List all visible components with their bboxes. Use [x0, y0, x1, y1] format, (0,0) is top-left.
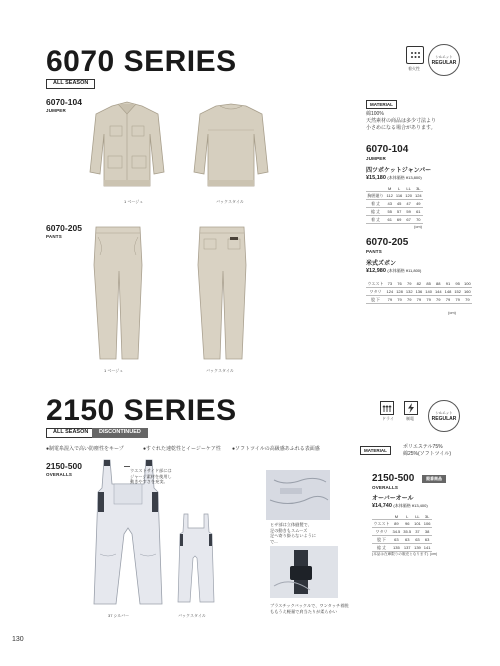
material-text — [403, 444, 483, 458]
table-row — [366, 288, 472, 296]
feature-1: ●制電糸混入で高い防塵性をキープ — [46, 446, 124, 452]
material-line: ポリエステル75% — [403, 444, 443, 450]
table-cell: ウエスト — [373, 520, 390, 526]
table-cell: L — [402, 513, 413, 520]
table-cell: 91 — [443, 280, 453, 288]
table-cell: 100 — [464, 281, 471, 286]
callout-line-text: ヒザ部は立体縫製で、 — [270, 522, 312, 527]
price-value: ¥15,180 — [366, 175, 386, 181]
callout-line-text: ジャージ素材を使用し — [130, 473, 172, 479]
silhouette-badge — [428, 400, 460, 432]
table-cell: 49 — [413, 200, 423, 208]
jumper-name: 四ツポケットジャンパー — [366, 168, 432, 174]
table-cell: 152 — [454, 289, 461, 294]
material-line: 小さめになる場合があります。 — [366, 125, 436, 131]
table-cell: 股 下 — [366, 296, 385, 304]
table-row — [372, 528, 432, 536]
table-cell: 79 — [443, 296, 453, 304]
table-cell: 55 — [385, 208, 394, 216]
callout-waist — [130, 468, 192, 485]
table-row — [366, 216, 423, 224]
table-cell: 45 — [394, 200, 403, 208]
table-cell: 79 — [404, 296, 414, 304]
table-row — [366, 200, 423, 208]
table-cell: 63 — [422, 536, 432, 544]
overalls-unit: (cm) — [430, 552, 438, 556]
table-cell: 106 — [423, 521, 431, 526]
table-cell: 116 — [395, 193, 403, 198]
jumper-back-label: バックスタイル — [216, 199, 244, 204]
lightning-icon — [406, 403, 416, 413]
overalls-price — [372, 503, 428, 509]
jumper-unit: (cm) — [414, 224, 422, 229]
table-cell: 着 丈 — [366, 200, 385, 208]
table-cell: 79 — [404, 280, 414, 288]
jumper-color-label: 1 ベージュ — [124, 199, 144, 204]
table-cell: 47 — [404, 200, 414, 208]
table-cell: 37 — [413, 528, 423, 536]
callout-line-text: ももうえ軽量で肩当たりが柔らかい — [270, 608, 338, 614]
table-cell: 82 — [414, 280, 424, 288]
season-tag: ALL SEASON — [46, 79, 95, 89]
table-cell: 112 — [386, 193, 393, 198]
table-cell: ウエスト — [367, 280, 384, 286]
table-cell: 67 — [404, 216, 414, 224]
table-cell: ワタリ — [366, 288, 385, 296]
care-icon-label: 着火性 — [408, 66, 420, 71]
table-cell: 132 — [405, 289, 413, 294]
table-cell: 79 — [433, 296, 443, 304]
pants-color-label: 1 ベージュ — [104, 368, 124, 373]
jumper-info-code: 6070-104 — [366, 144, 409, 155]
material-heading: MATERIAL — [366, 100, 397, 109]
price-value: ¥14,740 — [372, 503, 392, 509]
overalls-sub: OVERALLS — [46, 472, 73, 477]
material-line: 綿25%(ソフトツイル) — [403, 451, 452, 457]
table-cell: 137 — [402, 544, 413, 552]
table-cell: M — [385, 185, 394, 192]
overalls-back-label: バックスタイル — [178, 613, 206, 618]
table-cell: 79 — [395, 296, 405, 304]
table-cell: 141 — [423, 545, 431, 550]
table-row — [372, 536, 432, 544]
callout-knee — [270, 522, 340, 545]
dots-icon — [410, 51, 421, 60]
table-cell: 3L — [413, 185, 423, 192]
table-cell: 95 — [453, 280, 463, 288]
discontinued-badge: 廃番商品 — [422, 475, 446, 483]
table-cell: 135 — [391, 544, 402, 552]
table-cell: ワタリ — [372, 528, 391, 536]
badge-bottom: REGULAR — [431, 415, 457, 422]
material-line: 綿100% — [366, 111, 384, 117]
season-tag: ALL SEASON — [46, 428, 95, 438]
table-cell: 35.5 — [403, 529, 412, 534]
pants-back-label: バックスタイル — [206, 368, 234, 373]
table-cell: 股 下 — [372, 536, 391, 544]
table-cell: 88 — [433, 280, 443, 288]
table-row — [366, 296, 472, 304]
table-cell: 128 — [396, 289, 403, 294]
table-cell: 101 — [414, 521, 421, 526]
overalls-color-label: 37 シルバー — [108, 613, 130, 618]
table-cell: 70 — [413, 216, 423, 224]
feature-2: ●すぐれた速乾性とイージーケア性 — [143, 446, 221, 452]
dry-icon — [380, 401, 394, 415]
table-cell: 79 — [414, 296, 424, 304]
callout-line-text: 動きやすさを充実。 — [130, 479, 168, 485]
overalls-info-sub: OVERALLS — [372, 485, 399, 490]
series-title-2150: 2150 SERIES — [46, 394, 237, 427]
table-cell: 89 — [391, 520, 402, 528]
badge-top: シルエット — [435, 54, 453, 59]
table-cell: LL — [404, 185, 414, 192]
table-row — [366, 208, 423, 216]
table-cell: 124 — [386, 289, 394, 294]
callout-line-text: プラスチックバックルで、ワンタッチ着脱 — [270, 603, 349, 608]
table-cell: 85 — [424, 280, 434, 288]
table-cell: 59 — [404, 208, 414, 216]
table-cell: L — [394, 185, 403, 192]
table-cell: 胸囲廻り — [367, 192, 384, 198]
table-cell: 73 — [385, 280, 395, 288]
feature-3: ●ソフトツイルの高級感あふれる表面感 — [232, 446, 320, 452]
table-row — [366, 280, 472, 288]
callout-line-text: 足の動きもスムーズ — [270, 527, 308, 533]
table-cell: 38 — [422, 528, 432, 536]
table-cell: 61 — [413, 208, 423, 216]
badge-bottom: REGULAR — [431, 59, 457, 66]
discontinued-tag: DISCONTINUED — [92, 428, 148, 438]
callout-line-text: 足へ寄り掛らないように — [270, 533, 317, 539]
care-icon — [406, 46, 424, 64]
table-cell: 57 — [394, 208, 403, 216]
pants-code: 6070-205 — [46, 223, 82, 233]
badge-top: シルエット — [435, 410, 453, 415]
jumper-size-table — [366, 185, 423, 224]
pants-price — [366, 268, 421, 274]
dry-icon-label: ドライ — [382, 416, 394, 421]
table-cell: 76 — [395, 280, 405, 288]
price-note: (本体価格 ¥13,800) — [387, 175, 422, 180]
silhouette-badge — [428, 44, 460, 76]
table-cell: 61 — [385, 216, 394, 224]
jumper-price — [366, 175, 422, 181]
table-row — [372, 544, 432, 552]
table-cell: 63 — [402, 536, 413, 544]
table-cell: 43 — [385, 200, 394, 208]
material-text — [366, 111, 466, 132]
overalls-note: (本品は在庫限りの販売となります) — [372, 552, 429, 556]
material-line: 天然素材の商品は多少寸法より — [366, 118, 437, 124]
pants-back-image — [196, 225, 248, 363]
page-number: 130 — [12, 636, 24, 643]
table-cell: 160 — [464, 289, 471, 294]
knee-detail-image — [266, 470, 330, 520]
table-cell: 148 — [444, 289, 452, 294]
pants-front-image — [92, 225, 144, 363]
pants-name: 米式ズボン — [366, 261, 397, 267]
buckle-detail-image — [270, 546, 338, 598]
table-cell: 3L — [422, 513, 432, 520]
table-cell: 79 — [385, 296, 395, 304]
table-cell: 総 丈 — [372, 544, 391, 552]
table-cell: 124 — [414, 193, 422, 198]
table-cell: 63 — [413, 536, 423, 544]
table-cell: 63 — [391, 536, 402, 544]
table-cell: 139 — [414, 545, 421, 550]
arrows-up-icon — [382, 404, 392, 413]
antistatic-icon — [404, 401, 418, 415]
table-cell: 着 丈 — [366, 216, 385, 224]
price-value: ¥12,980 — [366, 268, 386, 274]
pants-info-sub: PANTS — [366, 249, 382, 254]
table-cell: 34.5 — [392, 529, 401, 534]
overalls-size-table — [372, 513, 432, 552]
jumper-back-image — [192, 100, 270, 192]
pants-sub: PANTS — [46, 234, 62, 239]
callout-buckle — [270, 603, 356, 614]
table-cell: 総 丈 — [366, 208, 385, 216]
table-cell: LL — [413, 513, 423, 520]
price-note: (本体価格 ¥11,800) — [387, 268, 422, 273]
jumper-code: 6070-104 — [46, 97, 82, 107]
table-cell: 79 — [424, 296, 434, 304]
pants-info-code: 6070-205 — [366, 237, 409, 248]
jumper-info-sub: JUMPER — [366, 156, 386, 161]
pants-unit: (cm) — [448, 310, 456, 315]
table-cell: 144 — [434, 289, 442, 294]
table-row — [372, 520, 432, 528]
antistatic-icon-label: 制電 — [406, 416, 414, 421]
callout-line-text: で... — [270, 539, 278, 545]
table-cell: 96 — [402, 520, 413, 528]
table-cell: 136 — [415, 289, 423, 294]
table-cell: 140 — [425, 289, 432, 294]
overalls-info-code: 2150-500 — [372, 473, 415, 484]
callout-line — [124, 466, 130, 467]
pants-size-table — [366, 280, 472, 304]
series-title-6070: 6070 SERIES — [46, 45, 237, 78]
overalls-name: オーバーオール — [372, 496, 414, 502]
table-cell: 120 — [405, 193, 412, 198]
overalls-back-image — [176, 512, 216, 604]
table-cell: 79 — [463, 296, 473, 304]
price-note: (本体価格 ¥13,400) — [393, 503, 428, 508]
jumper-sub: JUMPER — [46, 108, 66, 113]
overalls-code: 2150-500 — [46, 461, 82, 471]
material-heading: MATERIAL — [360, 446, 391, 455]
table-cell: 69 — [394, 216, 403, 224]
callout-line-text: ウエストサイド部には — [130, 468, 172, 473]
table-row — [366, 192, 423, 200]
table-cell: 79 — [453, 296, 463, 304]
jumper-front-image — [88, 100, 166, 192]
table-cell: M — [391, 513, 402, 520]
